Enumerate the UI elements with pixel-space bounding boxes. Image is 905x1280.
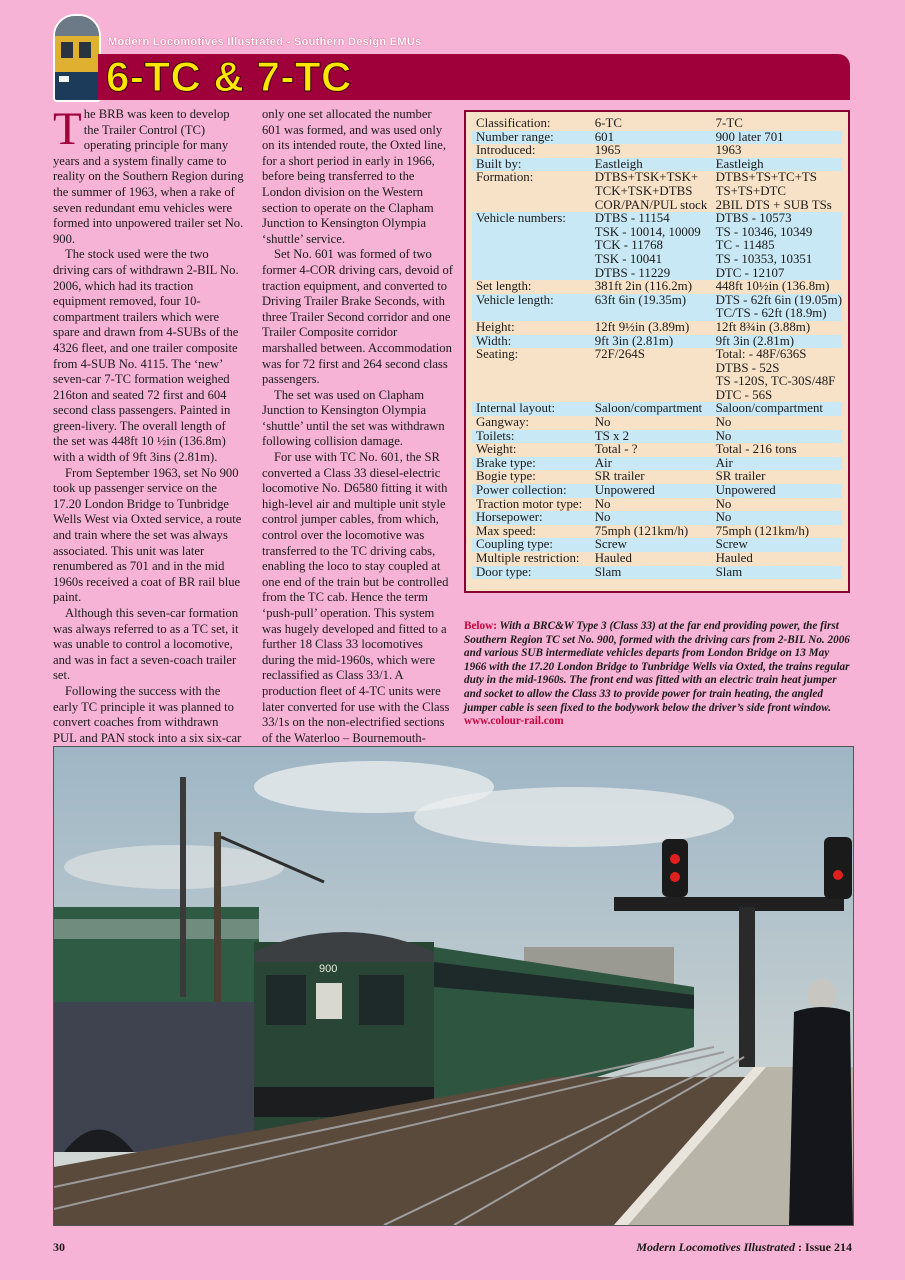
spec-value-6tc — [591, 158, 712, 172]
spec-value-6tc — [591, 402, 712, 416]
spec-value-line: 12ft 8¾in (3.88m) — [715, 319, 811, 334]
article-column-2 — [262, 107, 453, 762]
spec-label: Introduced: — [476, 143, 536, 158]
series-kicker — [108, 36, 422, 48]
spec-value-6tc — [591, 538, 712, 552]
spec-value-6tc — [591, 552, 712, 566]
spec-value-line: Unpowered — [715, 483, 776, 498]
spec-value-line: DTBS+TS+TC+TS — [715, 170, 817, 185]
spec-value-7tc — [712, 538, 842, 552]
spec-value-7tc — [712, 402, 842, 416]
spec-value-line: Total: - 48F/636S — [715, 347, 807, 362]
spec-value-line: DTBS+TSK+TSK+ — [594, 170, 699, 185]
spec-value-7tc — [712, 131, 842, 145]
spec-value-7tc — [712, 443, 842, 457]
spec-value-7tc — [712, 416, 842, 430]
spec-value-line: 6-TC — [594, 116, 622, 130]
spec-value-6tc — [591, 335, 712, 349]
spec-value-6tc — [591, 443, 712, 457]
spec-label: Door type: — [472, 566, 591, 580]
caption-text: With a BRC&W Type 3 (Class 33) at the far end providing power, the first Southern Region TC set No. 900, formed with the driving cars from 2-BIL No. 2006 and various SUB intermediate vehicles departs from London Bridge on 13 May 1966 with the 17.20 London Bridge to Tunbridge Wells via Oxted, the trains regular duty in the mid-1960s. The front end was fitted with an electric train heat jumper and socket to allow the Class 33 to provide power for train heating, the angled jumper cable is seen fixed to the bodywork below the driver’s side front window. — [464, 620, 850, 714]
article-paragraph: Set No. 601 was formed of two former 4-COR driving cars, devoid of traction equipment, and converted to Driving Trailer Brake Seconds, with three Trailer Second corridor and one Trailer Composite corridor marshalled between. Accommodation was for 72 first and 264 second class passengers. — [262, 247, 453, 387]
spec-label: Weight: — [476, 442, 517, 457]
spec-value-line: Unpowered — [594, 483, 655, 498]
footer-issue — [636, 1240, 852, 1255]
spec-value-7tc — [712, 212, 842, 280]
spec-value-line: Total - 216 tons — [715, 442, 797, 457]
spec-row — [472, 430, 842, 444]
spec-value-line: No — [594, 415, 611, 430]
spec-value-6tc — [591, 416, 712, 430]
specification-table — [472, 117, 842, 579]
spec-value-7tc — [712, 430, 842, 444]
spec-value-line: 9ft 3in (2.81m) — [715, 333, 795, 348]
spec-label: Height: — [476, 319, 515, 334]
spec-value-line: 63ft 6in (19.35m) — [594, 292, 687, 307]
paragraph-text: For use with TC No. 601, the SR converted a Class 33 diesel-electric locomotive No. D6580 fitting it with high-level air and multiple unit style control jumper cables, from which, control over the locomotive was transferred to the TC driving cabs, enabling the loco to stay coupled at one end of the train but be controlled from the TC cab. Hence the term ‘push-pull’ operation. This system was hugely developed and fitted to a further 18 Class 33 locomotives during the mid-1960s, which were reclassified as Class 33/1. A production fleet of 4-TC units were later converted for use with the Class 33/1s on the non-electrified sections of the Waterloo – Bournemouth- — [262, 450, 450, 745]
spec-value-line: Saloon/compartment — [594, 401, 703, 416]
caption-label: Below: — [464, 620, 497, 632]
spec-value-6tc — [591, 525, 712, 539]
spec-value-line: 900 later 701 — [715, 129, 784, 144]
header-thumbnail-image — [53, 14, 101, 102]
spec-value-6tc — [591, 321, 712, 335]
spec-label: Internal layout: — [472, 402, 591, 416]
train-photo — [53, 746, 854, 1226]
spec-row — [472, 321, 842, 335]
spec-label: Width: — [472, 335, 591, 349]
spec-row — [472, 158, 842, 172]
spec-label: Multiple restriction: — [476, 551, 580, 565]
spec-value-line: Slam — [715, 564, 743, 579]
spec-row — [472, 416, 842, 430]
spec-value-6tc — [591, 566, 712, 580]
spec-value-6tc — [591, 457, 712, 471]
spec-row — [472, 280, 842, 294]
spec-label: Built by: — [472, 158, 591, 172]
spec-value-7tc — [712, 348, 842, 402]
drop-cap: T — [53, 103, 82, 155]
spec-value-line: TSK - 10041 — [594, 251, 663, 266]
photo-caption — [464, 620, 850, 729]
spec-value-line: 448ft 10½in (136.8m) — [715, 279, 830, 294]
article-paragraph: only one set allocated the number 601 was formed, and was used only on its intended route, the Oxted line, for a short period in early in 1966, before being transferred to the London division on the Western section to operate on the Clapham Junction to Kensington Olympia ‘shuttle’ service. — [262, 107, 446, 246]
spec-label: Classification: — [476, 116, 551, 130]
unit-number-text: 900 — [319, 963, 338, 975]
spec-value-6tc — [591, 511, 712, 525]
article-paragraph: Following the success with the early TC principle it was planned to convert coaches from withdrawn PUL and PAN stock into a six six-car — [53, 683, 242, 745]
spec-value-7tc — [712, 498, 842, 512]
specification-table-box — [464, 110, 850, 593]
spec-label: Gangway: — [476, 415, 529, 430]
article-paragraph: The stock used were the two driving cars of withdrawn 2-BIL No. 2006, which had its traction equipment removed, four 10-compartment trailers which were spare and drawn from 4-SUBs of the 4326 fleet, and one trailer composite from 4-SUB No. 4115. The ‘new’ seven-car 7-TC formation weighed 216ton and seated 72 first and 604 second class passengers. Painted in green-livery. The overall length of the set was 448ft 10 ½in (136.8m) with a width of 9ft 3ins (2.81m). — [53, 247, 239, 465]
spec-value-7tc — [712, 484, 842, 498]
spec-value-line: Air — [594, 455, 612, 470]
spec-value-line: DTBS - 10573 — [715, 211, 792, 226]
spec-value-line: DTC - 12107 — [715, 265, 785, 280]
spec-value-line: TS+TS+DTC — [715, 183, 787, 198]
spec-row — [472, 525, 842, 539]
spec-label: Seating: — [476, 347, 519, 362]
spec-row — [472, 212, 842, 280]
spec-value-line: DTS - 62ft 6in (19.05m) — [715, 292, 842, 307]
spec-value-line: Total - ? — [594, 442, 638, 457]
footer-magazine-title: Modern Locomotives Illustrated — [636, 1240, 795, 1254]
spec-label: Bogie type: — [476, 469, 536, 484]
spec-value-line: Hauled — [594, 551, 632, 565]
spec-value-6tc — [591, 212, 712, 280]
spec-row — [472, 294, 842, 321]
spec-value-7tc — [712, 511, 842, 525]
spec-value-line: 1963 — [715, 143, 742, 158]
spec-value-line: Eastleigh — [594, 156, 643, 171]
spec-value-line: Saloon/compartment — [715, 401, 824, 416]
spec-label: Power collection: — [472, 484, 591, 498]
spec-value-line: No — [715, 510, 732, 525]
spec-value-line: TS - 10353, 10351 — [715, 251, 813, 266]
spec-value-line: No — [715, 428, 732, 443]
spec-value-line: No — [715, 415, 732, 430]
spec-row — [472, 457, 842, 471]
spec-value-line: No — [594, 510, 611, 525]
spec-label: Max speed: — [476, 523, 536, 538]
spec-row — [472, 443, 842, 457]
spec-value-line: Screw — [594, 537, 627, 552]
spec-value-7tc — [712, 171, 842, 212]
spec-value-line: No — [594, 496, 611, 511]
spec-value-line: 601 — [594, 129, 615, 144]
spec-row — [472, 566, 842, 580]
spec-value-7tc — [712, 552, 842, 566]
article-paragraph — [53, 103, 244, 247]
spec-value-6tc — [591, 171, 712, 212]
spec-value-line: Eastleigh — [715, 156, 764, 171]
kicker-section: Southern Design EMUs — [293, 36, 422, 48]
caption-credit-link[interactable]: www.colour-rail.com — [464, 715, 564, 728]
spec-value-7tc — [712, 525, 842, 539]
spec-value-line: 1965 — [594, 143, 621, 158]
spec-value-line: DTBS - 11229 — [594, 265, 671, 280]
article-paragraph — [262, 450, 453, 762]
spec-value-line: 75mph (121km/h) — [594, 523, 689, 538]
spec-row — [472, 171, 842, 212]
spec-value-line: SR trailer — [715, 469, 766, 484]
spec-value-line: DTBS - 52S — [715, 360, 780, 375]
spec-label: Traction motor type: — [476, 496, 583, 511]
spec-row — [472, 498, 842, 512]
spec-value-7tc — [712, 158, 842, 172]
spec-row — [472, 538, 842, 552]
spec-value-6tc — [591, 131, 712, 145]
spec-value-line: TCK+TSK+DTBS — [594, 183, 693, 198]
spec-label: Vehicle numbers: — [472, 212, 591, 280]
spec-row — [472, 117, 842, 131]
spec-row — [472, 552, 842, 566]
spec-label: Set length: — [476, 279, 532, 294]
spec-label: Toilets: — [472, 430, 591, 444]
spec-value-line: Hauled — [715, 551, 753, 565]
spec-row — [472, 402, 842, 416]
spec-value-line: SR trailer — [594, 469, 645, 484]
kicker-separator: - — [286, 36, 294, 48]
spec-row — [472, 511, 842, 525]
spec-row — [472, 484, 842, 498]
kicker-magazine: Modern Locomotives Illustrated — [108, 36, 284, 48]
spec-value-7tc — [712, 566, 842, 580]
article-paragraph: Although this seven-car formation was always referred to as a TC set, it was unable to control a locomotive, and was in fact a seven-coach trailer set. — [53, 606, 239, 683]
spec-value-6tc — [591, 484, 712, 498]
spec-value-6tc — [591, 348, 712, 402]
spec-value-7tc — [712, 294, 842, 321]
spec-label: Coupling type: — [472, 538, 591, 552]
footer-issue-number: : Issue 214 — [794, 1240, 852, 1254]
spec-value-7tc — [712, 470, 842, 484]
spec-value-line: 9ft 3in (2.81m) — [594, 333, 674, 348]
spec-value-line: No — [715, 496, 732, 511]
spec-value-line: TCK - 11768 — [594, 238, 664, 253]
spec-value-line: 381ft 2in (116.2m) — [594, 279, 692, 294]
spec-value-line: Air — [715, 455, 733, 470]
spec-value-line: 75mph (121km/h) — [715, 523, 810, 538]
page-title: 6-TC & 7-TC — [106, 53, 352, 100]
spec-value-line: TS -120S, TC-30S/48F — [715, 374, 836, 389]
page-number: 30 — [53, 1240, 65, 1254]
spec-value-7tc — [712, 321, 842, 335]
spec-value-line: 72F/264S — [594, 347, 645, 362]
spec-value-7tc — [712, 117, 842, 131]
spec-label: Brake type: — [472, 457, 591, 471]
spec-value-7tc — [712, 335, 842, 349]
spec-value-line: Screw — [715, 537, 748, 552]
spec-row — [472, 144, 842, 158]
spec-value-6tc — [591, 470, 712, 484]
spec-value-6tc — [591, 117, 712, 131]
spec-value-6tc — [591, 144, 712, 158]
spec-value-line: 7-TC — [715, 116, 743, 130]
spec-row — [472, 335, 842, 349]
article-paragraph: From September 1963, set No 900 took up passenger service on the 17.20 London Bridge to Tunbridge Wells West via Oxted service, a route and train where the set was always associated. This unit was later renumbered as 701 and in the mid 1960s received a coat of BR rail blue paint. — [53, 465, 242, 605]
spec-value-line: TS - 10346, 10349 — [715, 224, 813, 239]
spec-value-line: 2BIL DTS + SUB TSs — [715, 197, 832, 212]
spec-value-line: DTC - 56S — [715, 387, 773, 402]
article-paragraph: The set was used on Clapham Junction to Kensington Olympia ‘shuttle’ until the set was withdrawn following collision damage. — [262, 387, 445, 449]
spec-value-line: Slam — [594, 564, 622, 579]
spec-value-line: TC/TS - 62ft (18.9m) — [715, 306, 827, 321]
spec-value-7tc — [712, 144, 842, 158]
spec-label: Formation: — [476, 170, 534, 185]
spec-value-6tc — [591, 498, 712, 512]
spec-value-7tc — [712, 280, 842, 294]
spec-value-7tc — [712, 457, 842, 471]
spec-row — [472, 131, 842, 145]
spec-value-line: TS x 2 — [594, 428, 630, 443]
spec-label: Horsepower: — [472, 511, 591, 525]
spec-value-line: DTBS - 11154 — [594, 211, 670, 226]
spec-value-6tc — [591, 280, 712, 294]
spec-value-line: TSK - 10014, 10009 — [594, 224, 701, 239]
spec-label: Vehicle length: — [472, 294, 591, 321]
article-column-1 — [53, 103, 244, 778]
spec-value-line: 12ft 9½in (3.89m) — [594, 319, 690, 334]
spec-value-6tc — [591, 430, 712, 444]
spec-value-line: COR/PAN/PUL stock — [594, 197, 708, 212]
spec-row — [472, 348, 842, 402]
spec-value-line: TC - 11485 — [715, 238, 775, 253]
spec-row — [472, 470, 842, 484]
spec-label: Number range: — [472, 131, 591, 145]
spec-value-6tc — [591, 294, 712, 321]
paragraph-text: he BRB was keen to develop the Trailer Control (TC) operating principle for many years and a system finally came to reality on the Southern Region during the summer of 1963, when a rake of seven redundant emu vehicles were formed into unpowered trailer set No. 900. — [53, 107, 244, 246]
